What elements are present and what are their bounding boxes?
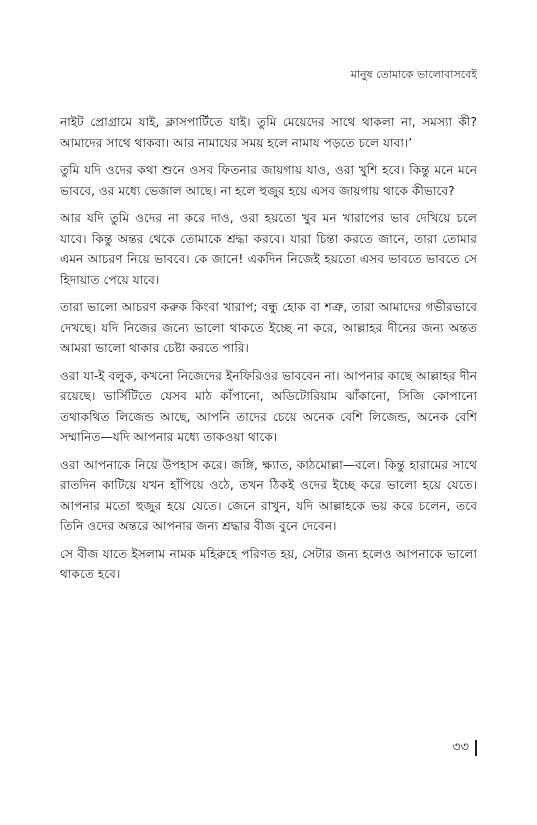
body-paragraph: আর যদি তুমি ওদের না করে দাও, ওরা হয়তো খুব মন খারাপের ভাব দেখিয়ে চলে যাবে। কিন্তু অন্তর থেকে তোমাকে শ্রদ্ধা করবে। যারা চিন্তা করতে জানে, তারা তোমার এমন আচরণ নিয়ে ভাববে। কে জানে! একদিন নিজেই হয়তো এসব ভাবতে ভাবতে সে হিদায়াত পেয়ে যাবে।	[60, 211, 477, 287]
body-paragraph: তারা ভালো আচরণ করুক কিংবা খারাপ; বন্ধু হোক বা শত্রু, তারা আমাদের গভীরভাবে দেখছে। যদি নিজের জন্যে ভালো থাকতে ইচ্ছে না করে, আল্লাহর দীনের জন্য অন্তত আমরা ভালো থাকার চেষ্টা করতে পারি।	[60, 300, 477, 355]
body-paragraph: ওরা আপনাকে নিয়ে উপহাস করে। জঙ্গি, ক্ষ্যাত, কাঠমোল্লা—বলে। কিন্তু হারামের সাথে রাতদিন কাটিয়ে যখন হাঁপিয়ে ওঠে, তখন ঠিকই ওদের ইচ্ছে করে ভালো হয়ে যেতে। আপনার মতো হুজুর হয়ে যেতে। জেনে রাখুন, যদি আল্লাহকে ভয় করে চলেন, তবে তিনি ওদের অন্তরে আপনার জন্য শ্রদ্ধার বীজ বুনে দেবেন।	[60, 457, 477, 533]
body-paragraph: তুমি যদি ওদের কথা শুনে ওসব ফিতনার জায়গায় যাও, ওরা খুশি হবে। কিন্তু মনে মনে ভাববে, ওর মধ্যে ভেজাল আছে। না হলে হুজুর হয়ে এসব জায়গায় থাকে কীভাবে?	[60, 163, 477, 198]
page-number: ৩৩	[452, 740, 477, 756]
page-body	[60, 112, 477, 592]
body-paragraph: নাইট প্রোগ্রামে যাই, ক্লাসপার্টিতে যাই। তুমি মেয়েদের সাথে থাকলা না, সমস্যা কী? আমাদের সাথে থাকবা। আর নামাযের সময় হলে নামায পড়তে চলে যাবা।’	[60, 115, 477, 150]
body-paragraph: ওরা যা-ই বলুক, কখনো নিজেদের ইনফিরিওর ভাববেন না। আপনার কাছে আল্লাহর দীন রয়েছে। ভার্সিটিতে যেসব মাঠ কাঁপানো, অডিটোরিয়াম ঝাঁকানো, সিজি কোপানো তথাকথিত লিজেন্ড আছে, আপনি তাদের চেয়ে অনেক বেশি লিজেন্ড, অনেক বেশি সম্মানিত—যদি আপনার মধ্যে তাকওয়া থাকে।	[60, 368, 477, 444]
body-paragraph: সে বীজ যাতে ইসলাম নামক মহিরুহে পরিণত হয়, সেটার জন্য হলেও আপনাকে ভালো থাকতে হবে।	[60, 546, 477, 581]
running-header: মানুষ তোমাকে ভালোবাসবেই	[350, 68, 477, 81]
